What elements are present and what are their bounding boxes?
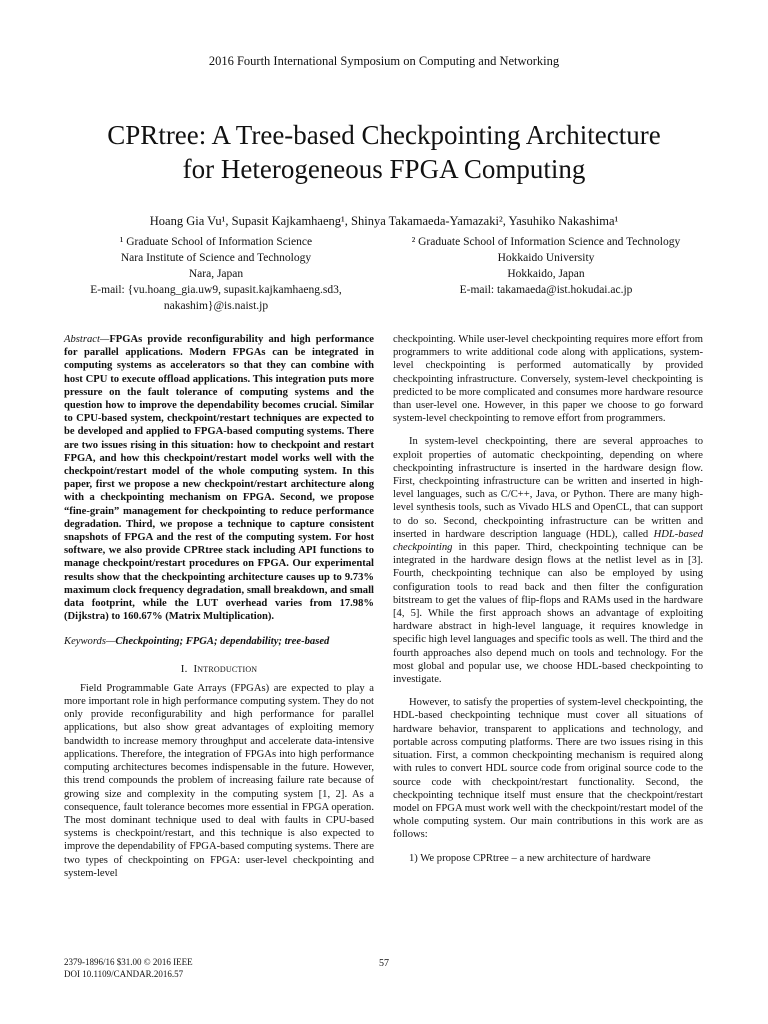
affil-left-line-2: Nara Institute of Science and Technology bbox=[120, 252, 312, 264]
author-list: Hoang Gia Vu¹, Supasit Kajkamhaeng¹, Shinya Takamaeda-Yamazaki², Yasuhiko Nakashima¹ bbox=[149, 214, 619, 228]
right-column bbox=[393, 333, 703, 865]
abstract-lead: Abstract— bbox=[64, 334, 110, 345]
abstract bbox=[64, 333, 374, 623]
section-heading-introduction bbox=[64, 663, 374, 676]
section-number: I. bbox=[180, 662, 188, 675]
conference-header: 2016 Fourth International Symposium on Computing and Networking bbox=[208, 54, 560, 68]
affil-right-line-2: Hokkaido University bbox=[497, 252, 595, 264]
paper-title bbox=[0, 118, 768, 186]
right-paragraph-2-a: In system-level checkpointing, there are several approaches to exploit properties of automatic checkpointing, depending on where checkpointing infrastructure is inserted in the hardware design flow. First, checkpointing infrastructure can be written and inserted in high-level languages, such as C/C++, Java, or Python. There are many high-level synthesis tools, such as Vivado HLS and OpenCL, that can support to do so. Second, checkpointing infrastructure can be written and inserted in hardware description language (HDL), called bbox=[393, 436, 703, 540]
right-paragraph-2 bbox=[393, 435, 703, 686]
footer-doi: DOI 10.1109/CANDAR.2016.57 bbox=[64, 969, 184, 979]
page-number: 57 bbox=[379, 958, 389, 969]
affil-left-line-3: Nara, Japan bbox=[188, 268, 244, 280]
keywords bbox=[64, 635, 374, 648]
keywords-lead: Keywords— bbox=[64, 636, 116, 648]
affil-left-line-1: ¹ Graduate School of Information Science bbox=[119, 236, 313, 248]
intro-paragraph-1: Field Programmable Gate Arrays (FPGAs) are expected to play a more important role in high performance computing system. They do not only provide reconfigurability and high performance for parallel applications, but also show great advantages of exploiting memory bandwidth to increase memory throughput and accelerate data-intensive applications. Therefore, the integration of FPGAs into high performance computing architectures becomes indispensable in the future. However, this trend compounds the problem of increasing failure rate because of growing size and complexity in the computing system [1, 2]. As a consequence, fault tolerance becomes more essential in FPGA operation. The most dominant technique used to deal with faults in CPU-based systems is checkpoint/restart, and this technique is also expected to improve the dependability of FPGA-based computing systems. There are two types of checkpointing on FPGA: user-level checkpointing and system-level bbox=[64, 682, 374, 879]
footer-copyright: 2379-1896/16 $31.00 © 2016 IEEE bbox=[64, 957, 193, 967]
affil-right-line-3: Hokkaido, Japan bbox=[507, 268, 585, 280]
affiliation-left bbox=[56, 234, 376, 314]
keywords-text: Checkpointing; FPGA; dependability; tree-based bbox=[115, 636, 330, 648]
contribution-list-item-1: 1) We propose CPRtree – a new architecture of hardware bbox=[409, 852, 651, 864]
affil-left-email-1: E-mail: {vu.hoang_gia.uw9, supasit.kajkamhaeng.sd3, bbox=[90, 284, 342, 296]
affil-left-email-2: nakashim}@is.naist.jp bbox=[163, 300, 269, 312]
affil-right-line-1: ² Graduate School of Information Science and Technology bbox=[411, 236, 681, 248]
abstract-text: FPGAs provide reconfigurability and high performance for parallel applications. Modern FPGAs can be integrated in computing systems as accelerators so that they can combine with host CPU to execute offload applications. This integration puts more pressure on the fault tolerance of computing systems and the question how to improve the dependability becomes crucial. Similar to CPU-based system, checkpoint/restart techniques are expected to be developed and applied to FPGA-based computing systems. There are two issues rising in this situation: how to checkpoint and restart FPGA, and how this checkpoint/restart model works well with the checkpoint/restart model of the whole computing system. In this paper, first we propose a new checkpoint/restart architecture along with a checkpointing mechanism on FPGA. Second, we propose “fine-grain” management for checkpointing to reduce performance degradation. Third, we propose a technique to capture consistent snapshots of FPGA and the rest of the computing system. For host software, we also provide CPRtree stack including API functions to manage checkpoint/restart procedures on FPGA. Our experimental results show that the checkpointing architecture causes up to 9.73% maximum clock frequency degradation, small breakdown, and small data footprint, while the LUT overhead varies from 17.98% (Dijkstra) to 160.67% (Matrix Multiplication). bbox=[64, 334, 374, 623]
affiliation-right bbox=[396, 234, 696, 298]
right-paragraph-3: However, to satisfy the properties of system-level checkpointing, the HDL-based checkpointing technique must cover all situations of hardware behavior, transparent to applications and technology, and portable across computing platforms. There are two issues rising in this situation. First, a common checkpointing mechanism is required along with rules to convert HDL source code from original source code to the source code with checkpoint/restart functionality. Second, the checkpointing technique itself must ensure that the checkpoint/restart model on FPGA must work well with the checkpoint/restart model of the whole computing system. Our main contributions in this work are as follows: bbox=[393, 697, 703, 841]
section-title: Introduction bbox=[193, 662, 258, 675]
right-paragraph-2-emphasis: HDL-based checkpointing bbox=[393, 528, 703, 554]
title-line-1: CPRtree: A Tree-based Checkpointing Architecture bbox=[107, 120, 661, 150]
left-column bbox=[64, 333, 374, 880]
affil-right-email: E-mail: takamaeda@ist.hokudai.ac.jp bbox=[459, 284, 633, 296]
right-paragraph-1: checkpointing. While user-level checkpointing requires more effort from programmers to write additional code along with applications, system-level checkpointing is performed automatically by provided checkpointing infrastructure. Conversely, system-level checkpointing is predicted to be more complicated and consumes more hardware resource than user-level one. However, in this paper we choose to go forward system-level checkpointing to remove effort from programmers. bbox=[393, 334, 703, 425]
right-paragraph-2-b: in this paper. Third, checkpointing technique can be integrated in the hardware design flows at the netlist level as in [3]. Fourth, checkpointing technique can also be employed by using configuration tools to read back and then filter the configuration bitstream to get the values of flip-flops and RAMs used in the hardware [4, 5]. While the first approach shows an advantage of exploiting hardware abstract in high-level language, it requires knowledge in specific high level languages and specific tools as well. The third and the fourth approaches also depend much on tools and technology. For the most global and popular use, we choose HDL-based checkpointing to investigate. bbox=[393, 542, 703, 686]
title-line-2: for Heterogeneous FPGA Computing bbox=[182, 154, 586, 184]
